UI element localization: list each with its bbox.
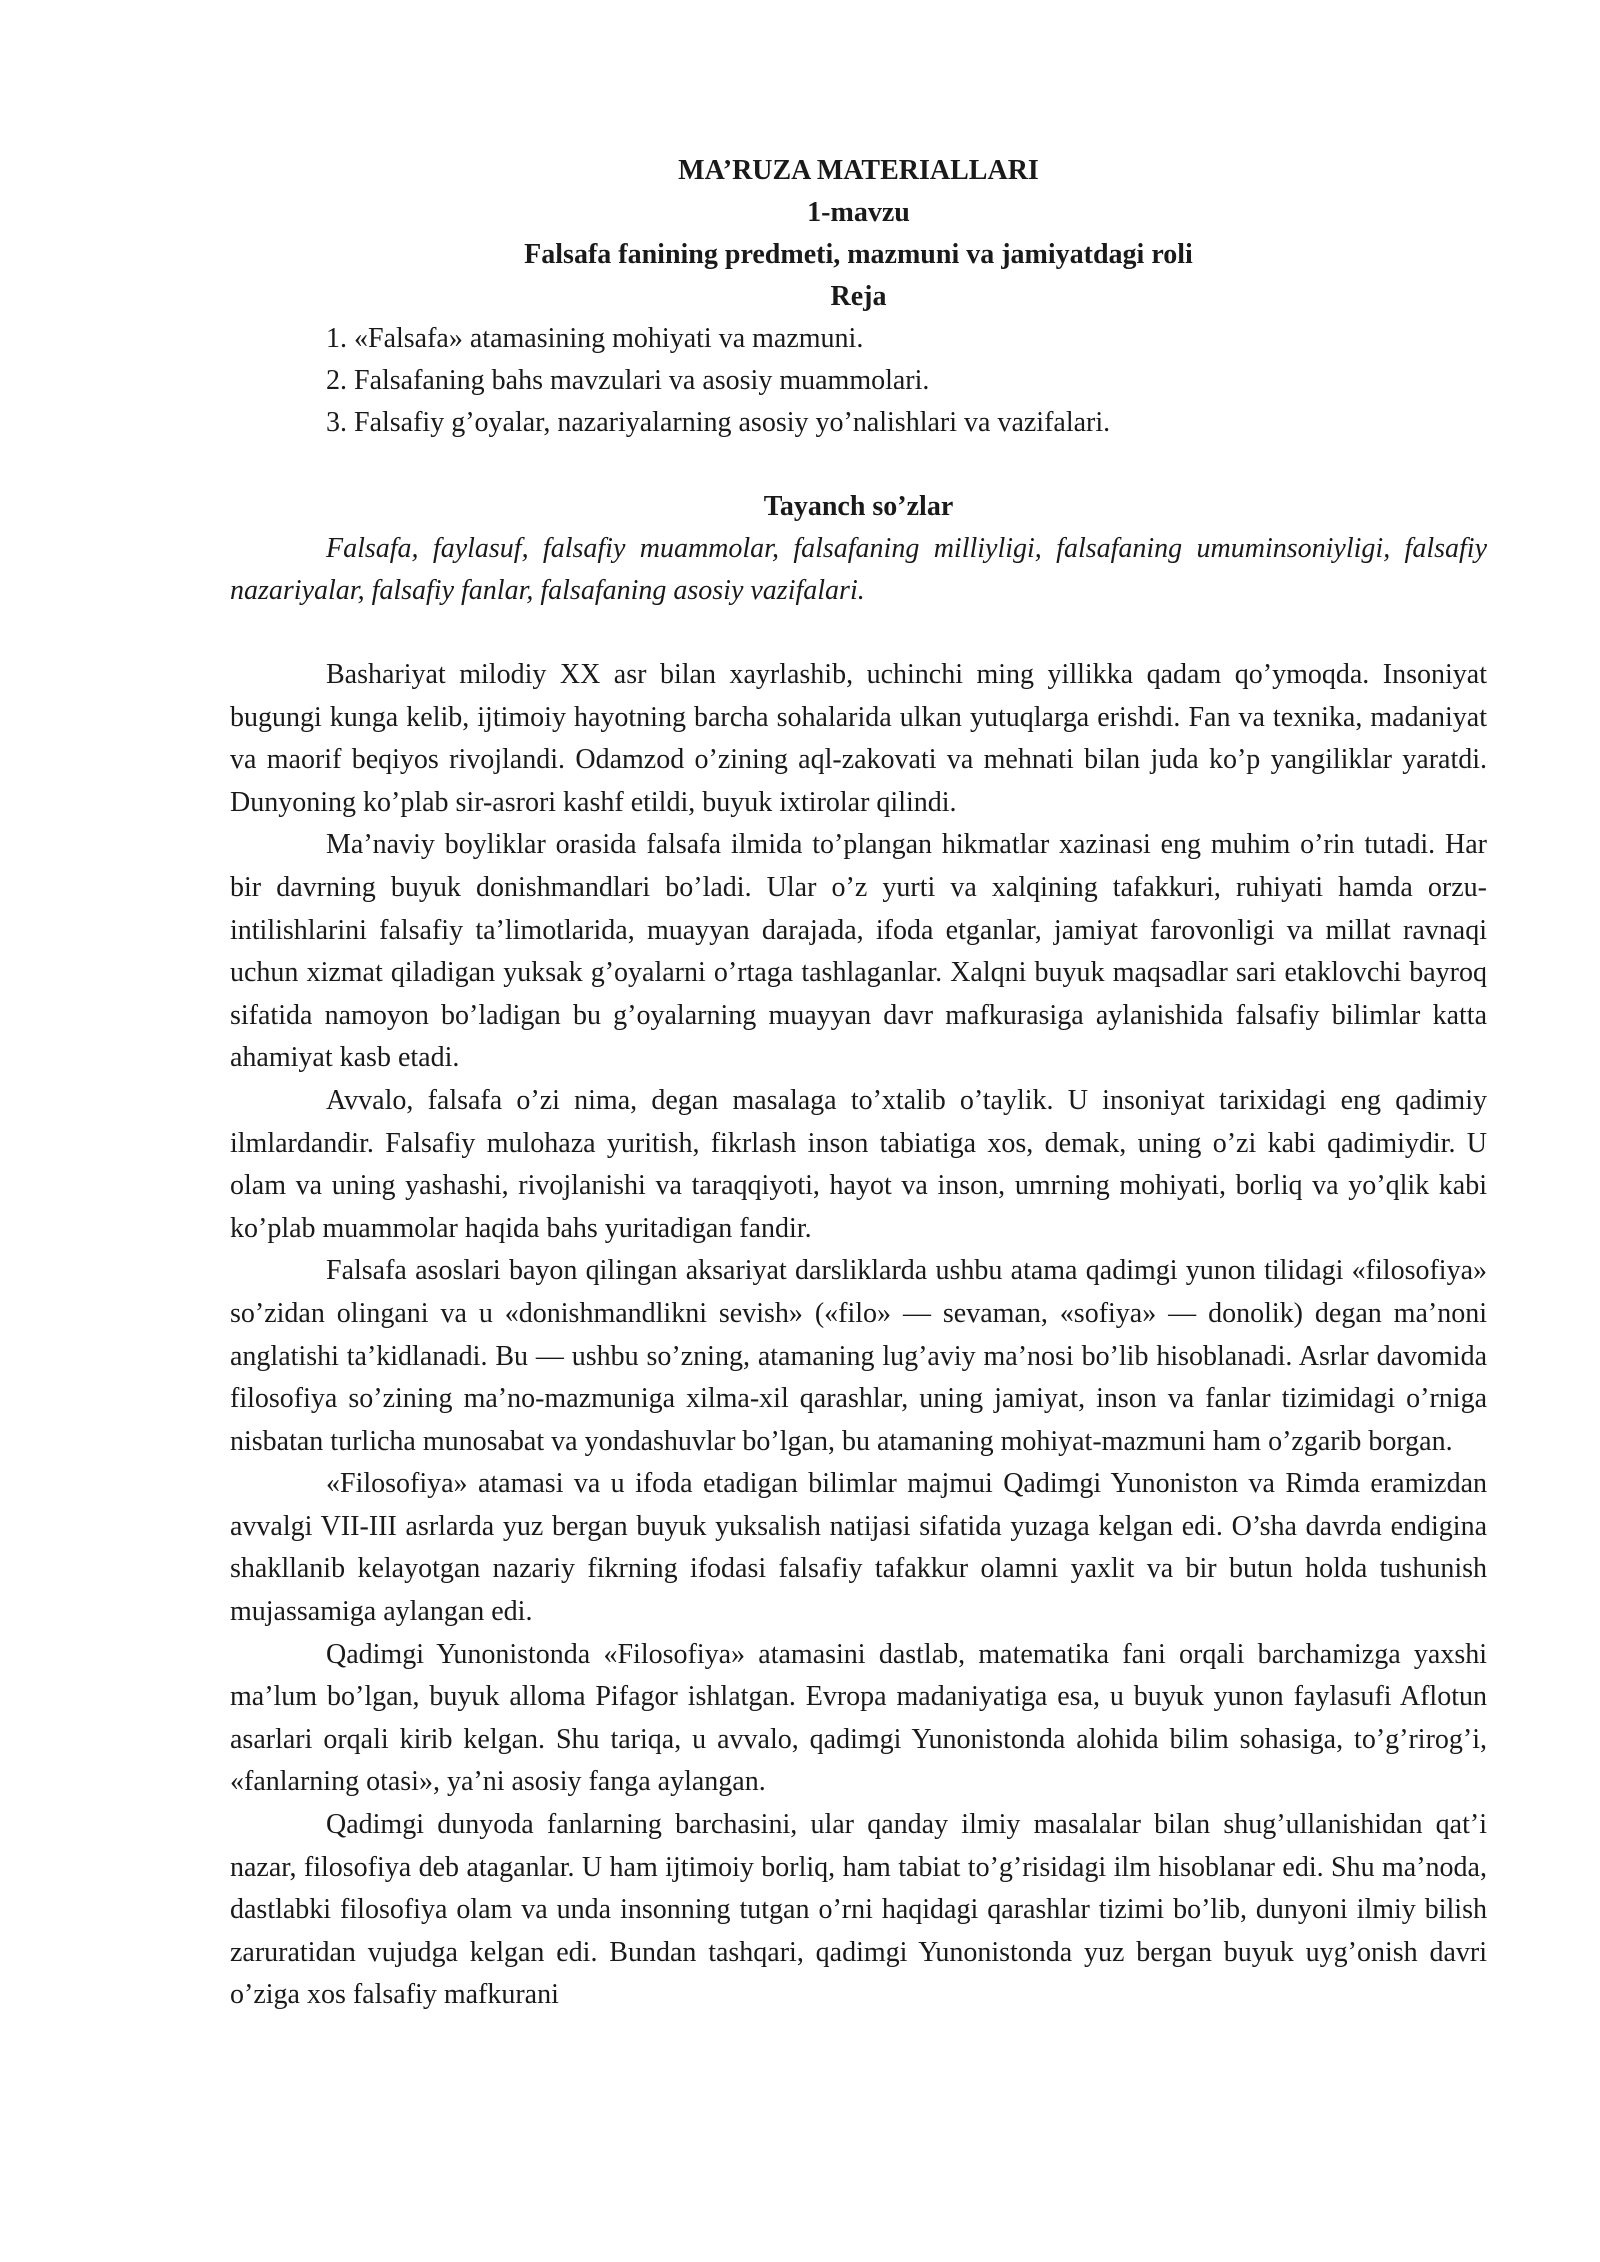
paragraph: Ma’naviy boyliklar orasida falsafa ilmida to’plangan hikmatlar xazinasi eng muhim o’rin tutadi. Har bir davrning buyuk donishmandlari bo’ladi. Ular o’z yurti va xalqining tafakkuri, ruhiyati hamda orzu-intilishlarini falsafiy ta’limotlarida, muayyan darajada, ifoda etganlar, jamiyat farovonligi va millat ravnaqi uchun xizmat qiladigan yuksak g’oyalarni o’rtaga tashlaganlar. Xalqni buyuk maqsadlar sari etaklovchi bayroq sifatida namoyon bo’ladigan bu g’oyalarning muayyan davr mafkurasiga aylanishida falsafiy bilimlar katta ahamiyat kasb etadi. [230, 829, 1487, 1074]
plan-list [230, 318, 1487, 444]
title-block [430, 150, 1287, 318]
plan-heading: Reja [830, 281, 887, 312]
paragraph: Avvalo, falsafa o’zi nima, degan masalaga to’xtalib o’taylik. U insoniyat tarixidagi eng qadimiy ilmlardandir. Falsafiy mulohaza yuritish, fikrlash inson tabiatiga xos, demak, uning o’zi kabi qadimiydir. U olam va uning yashashi, rivojlanishi va taraqqiyoti, hayot va inson, umrning mohiyati, borliq va yo’qlik kabi ko’plab muammolar haqida bahs yuritadigan fandir. [230, 1084, 1487, 1244]
paragraph: Qadimgi Yunonistonda «Filosofiya» atamasini dastlab, matematika fani orqali barchamizga yaxshi ma’lum bo’lgan, buyuk alloma Pifagor ishlatgan. Evropa madaniyatiga esa, u buyuk yunon faylasufi Aflotun asarlari orqali kirib kelgan. Shu tariqa, u avvalo, qadimgi Yunonistonda alohida bilim sohasiga, to’g’rirog’i, «fanlarning otasi», ya’ni asosiy fanga aylangan. [230, 1638, 1487, 1798]
paragraph: Falsafa asoslari bayon qilingan aksariyat darsliklarda ushbu atama qadimgi yunon tilidagi «filosofiya» so’zidan olingani va u «donishmandlikni sevish» («filo» — sevaman, «sofiya» — donolik) degan ma’noni anglatishi ta’kidlanadi. Bu — ushbu so’zning, atamaning lug’aviy ma’nosi bo’lib hisoblanadi. Asrlar davomida filosofiya so’zining ma’no-mazmuniga xilma-xil qarashlar, uning jamiyat, inson va fanlar tizimidagi o’rniga nisbatan turlicha munosabat va yondashuvlar bo’lgan, bu atamaning mohiyat-mazmuni ham o’zgarib borgan. [230, 1255, 1487, 1457]
spacer [230, 612, 1487, 654]
document-title: MA’RUZA MATERIALLARI [678, 155, 1039, 186]
keywords-text: Falsafa, faylasuf, falsafiy muammolar, falsafaning milliyligi, falsafaning umuminsoniyligi, falsafiy nazariyalar, falsafiy fanlar, falsafaning asosiy vazifalari. [230, 533, 1487, 606]
spacer [230, 444, 1487, 486]
paragraph: Qadimgi dunyoda fanlarning barchasini, ular qanday ilmiy masalalar bilan shug’ullanishidan qat’i nazar, filosofiya deb ataganlar. U ham ijtimoiy borliq, ham tabiat to’g’risidagi ilm hisoblanar edi. Shu ma’noda, dastlabki filosofiya olam va unda insonning tutgan o’rni haqidagi qarashlar tizimi bo’lib, dunyoni ilmiy bilish zaruratidan vujudga kelgan edi. Bundan tashqari, qadimgi Yunonistonda yuz bergan buyuk uyg’onish davri o’ziga xos falsafiy mafkurani [230, 1809, 1487, 2011]
plan-item: 3. Falsafiy g’oyalar, nazariyalarning asosiy yo’nalishlari va vazifalari. [326, 407, 1111, 438]
keywords-heading: Tayanch so’zlar [763, 491, 954, 522]
document-page [230, 150, 1487, 2017]
topic-title: Falsafa fanining predmeti, mazmuni va jamiyatdagi roli [524, 239, 1193, 270]
topic-number: 1-mavzu [807, 197, 910, 228]
plan-item: 1. «Falsafa» atamasining mohiyati va mazmuni. [326, 323, 864, 354]
plan-item: 2. Falsafaning bahs mavzulari va asosiy muammolari. [326, 365, 930, 396]
paragraph: «Filosofiya» atamasi va u ifoda etadigan bilimlar majmui Qadimgi Yunoniston va Rimda eramizdan avvalgi VII-III asrlarda yuz bergan buyuk yuksalish natijasi sifatida yuzaga kelgan edi. O’sha davrda endigina shakllanib kelayotgan nazariy fikrning ifodasi falsafiy tafakkur olamni yaxlit va bir butun holda tushunish mujassamiga aylangan edi. [230, 1468, 1487, 1628]
paragraph: Bashariyat milodiy XX asr bilan xayrlashib, uchinchi ming yillikka qadam qo’ymoqda. Insoniyat bugungi kunga kelib, ijtimoiy hayotning barcha sohalarida ulkan yutuqlarga erishdi. Fan va texnika, madaniyat va maorif beqiyos rivojlandi. Odamzod o’zining aql-zakovati va mehnati bilan juda ko’p yangiliklar yaratdi. Dunyoning ko’plab sir-asrori kashf etildi, buyuk ixtirolar qilindi. [230, 659, 1487, 818]
